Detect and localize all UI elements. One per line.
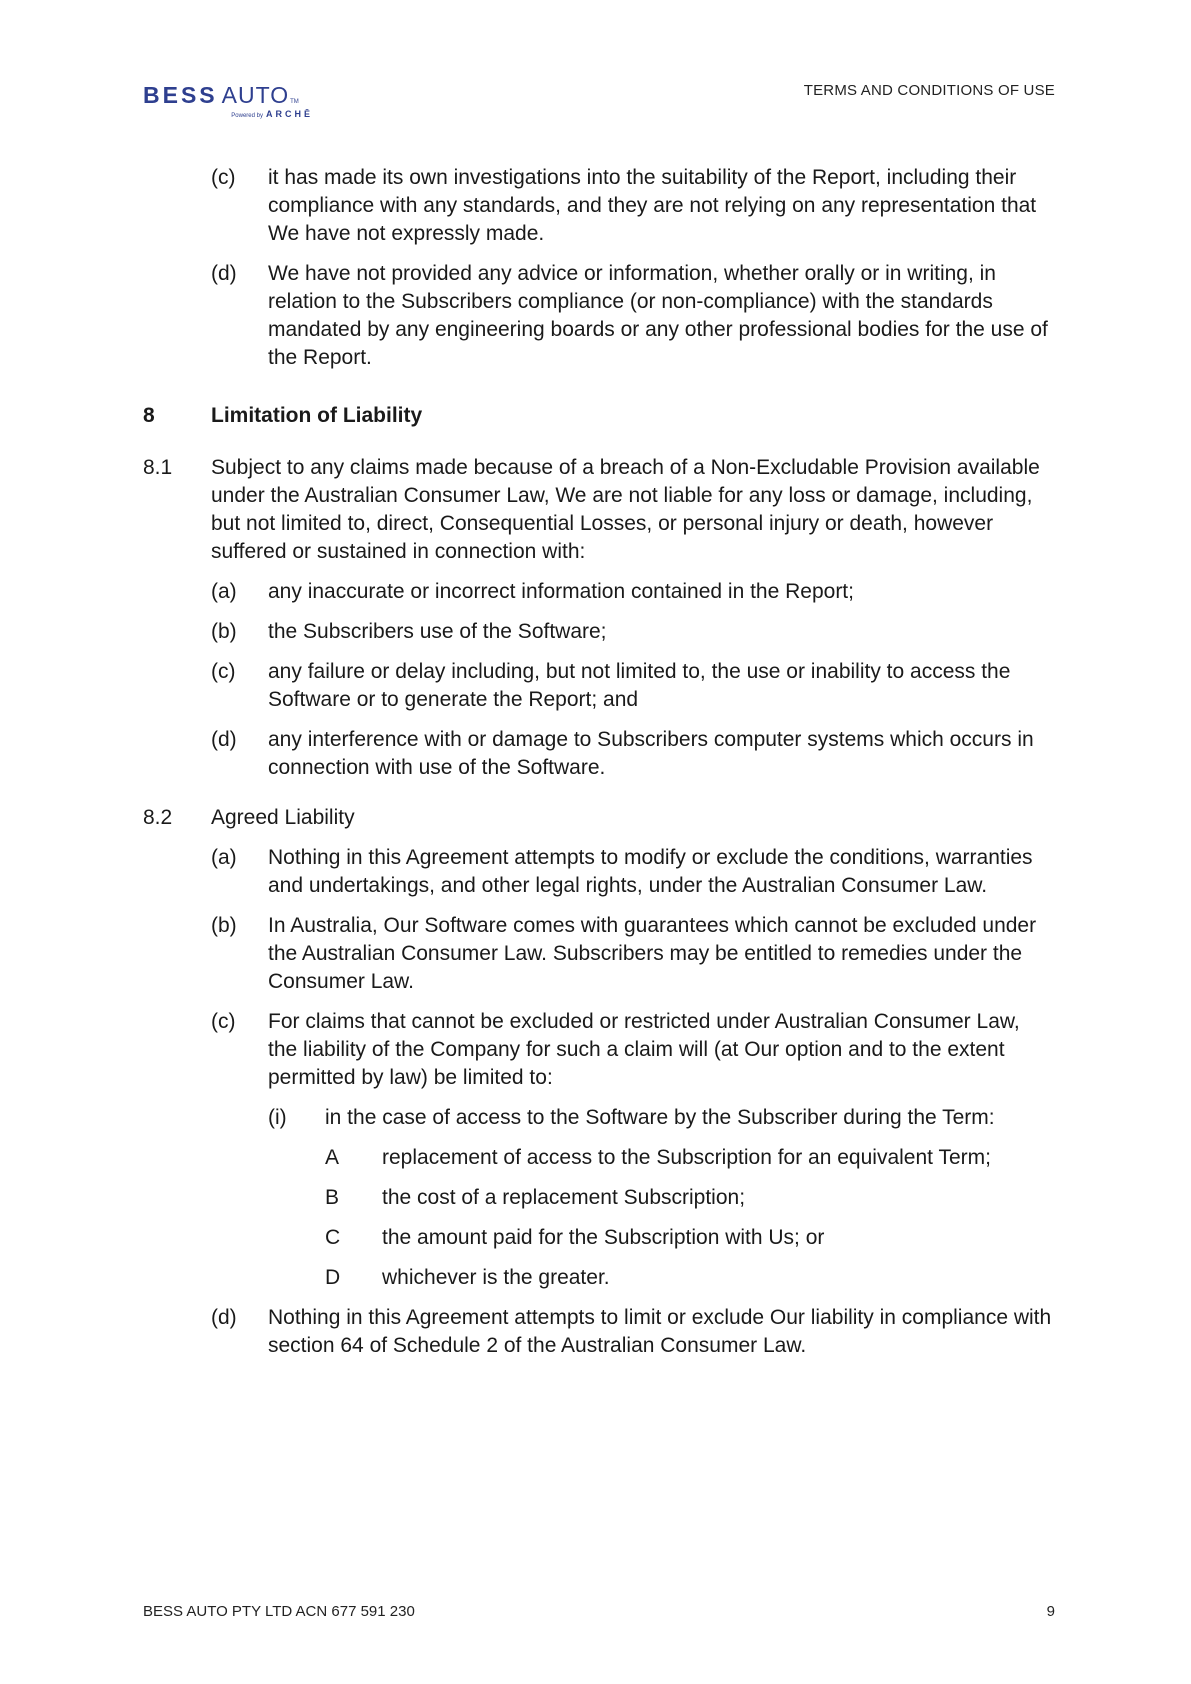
clause-text: any failure or delay including, but not limited to, the use or inability to access the Software or to generate the Report; and: [268, 660, 1011, 711]
logo-powered-by: Powered by: [231, 113, 263, 119]
clause-item: [143, 260, 1053, 372]
clause-text: Nothing in this Agreement attempts to limit or exclude Our liability in compliance with section 64 of Schedule 2 of the Australian Consumer Law.: [268, 1306, 1052, 1357]
clause-text: Agreed Liability: [211, 806, 355, 829]
clause-number: (b): [211, 914, 237, 937]
clause-item: [143, 164, 1053, 248]
clause-number: C: [325, 1226, 341, 1249]
clause-text: In Australia, Our Software comes with guarantees which cannot be excluded under the Australian Consumer Law. Subscribers may be entitled to remedies under the Consumer Law.: [268, 914, 1037, 993]
clause-8-1: [143, 454, 1053, 566]
footer-company: BESS AUTO PTY LTD ACN 677 591 230: [143, 1603, 415, 1620]
clause-number: (c): [211, 166, 236, 189]
clause-item: [143, 618, 1053, 646]
clause-8-2: [143, 804, 1053, 832]
clause-text: the amount paid for the Subscription with Us; or: [382, 1226, 825, 1249]
section-title: Limitation of Liability: [211, 404, 423, 427]
clause-item: [143, 1304, 1053, 1360]
section-number: 8: [143, 404, 155, 427]
clause-text: any interference with or damage to Subscribers computer systems which occurs in connection with use of the Software.: [268, 728, 1034, 779]
logo-wordmark: [143, 84, 323, 107]
clause-item: [143, 912, 1053, 996]
clause-item: [143, 1104, 1053, 1132]
clause-number: B: [325, 1186, 340, 1209]
bess-auto-logo: [143, 84, 323, 124]
clause-number: (c): [211, 1010, 236, 1033]
page-number: 9: [1046, 1603, 1055, 1620]
clause-number: (b): [211, 620, 237, 643]
clause-item: [143, 658, 1053, 714]
clause-item: [143, 726, 1053, 782]
clause-text: Nothing in this Agreement attempts to modify or exclude the conditions, warranties and undertakings, and other legal rights, under the Australian Consumer Law.: [268, 846, 1033, 897]
clause-item: [143, 844, 1053, 900]
clause-number: A: [325, 1146, 340, 1169]
clause-text: We have not provided any advice or information, whether orally or in writing, in relation to the Subscribers compliance (or non-compliance) with the standards mandated by any engineering boards or any other professional bodies for the use of the Report.: [268, 262, 1048, 369]
logo-auto-text: AUTO: [221, 82, 290, 108]
clause-number: (d): [211, 262, 237, 285]
clause-number: (d): [211, 1306, 237, 1329]
clause-text: the cost of a replacement Subscription;: [382, 1186, 746, 1209]
document-body: [143, 164, 1053, 1372]
clause-text: For claims that cannot be excluded or restricted under Australian Consumer Law, the liability of the Company for such a claim will (at Our option and to the extent permitted by law) be limited to:: [268, 1010, 1020, 1089]
clause-item: [143, 1184, 1053, 1212]
section-heading: [143, 402, 1053, 430]
clause-text: Subject to any claims made because of a breach of a Non-Excludable Provision available under the Australian Consumer Law, We are not liable for any loss or damage, including, but not limited to, direct, Consequential Losses, or personal injury or death, however suffered or sustained in connection with:: [211, 456, 1040, 563]
clause-item: [143, 1264, 1053, 1292]
clause-number: 8.2: [143, 806, 173, 829]
clause-number: (a): [211, 580, 237, 603]
logo-trademark: TM: [290, 99, 299, 105]
clause-number: 8.1: [143, 456, 173, 479]
clause-number: D: [325, 1266, 341, 1289]
clause-item: [143, 1224, 1053, 1252]
logo-subline: [143, 109, 313, 119]
clause-text: it has made its own investigations into the suitability of the Report, including their compliance with any standards, and they are not relying on any representation that We have not expressly made.: [268, 166, 1037, 245]
clause-number: (a): [211, 846, 237, 869]
clause-text: any inaccurate or incorrect information contained in the Report;: [268, 580, 854, 603]
clause-number: (c): [211, 660, 236, 683]
clause-text: replacement of access to the Subscription for an equivalent Term;: [382, 1146, 991, 1169]
clause-number: (i): [268, 1106, 287, 1129]
clause-item: [143, 1144, 1053, 1172]
logo-arche: ARCHĒ: [265, 109, 313, 119]
clause-text: the Subscribers use of the Software;: [268, 620, 607, 643]
clause-text: whichever is the greater.: [382, 1266, 610, 1289]
clause-number: (d): [211, 728, 237, 751]
clause-text: in the case of access to the Software by the Subscriber during the Term:: [325, 1106, 995, 1129]
page-header-title: TERMS AND CONDITIONS OF USE: [803, 82, 1055, 99]
clause-item: [143, 578, 1053, 606]
logo-bess-text: BESS: [143, 82, 218, 108]
clause-item: [143, 1008, 1053, 1092]
